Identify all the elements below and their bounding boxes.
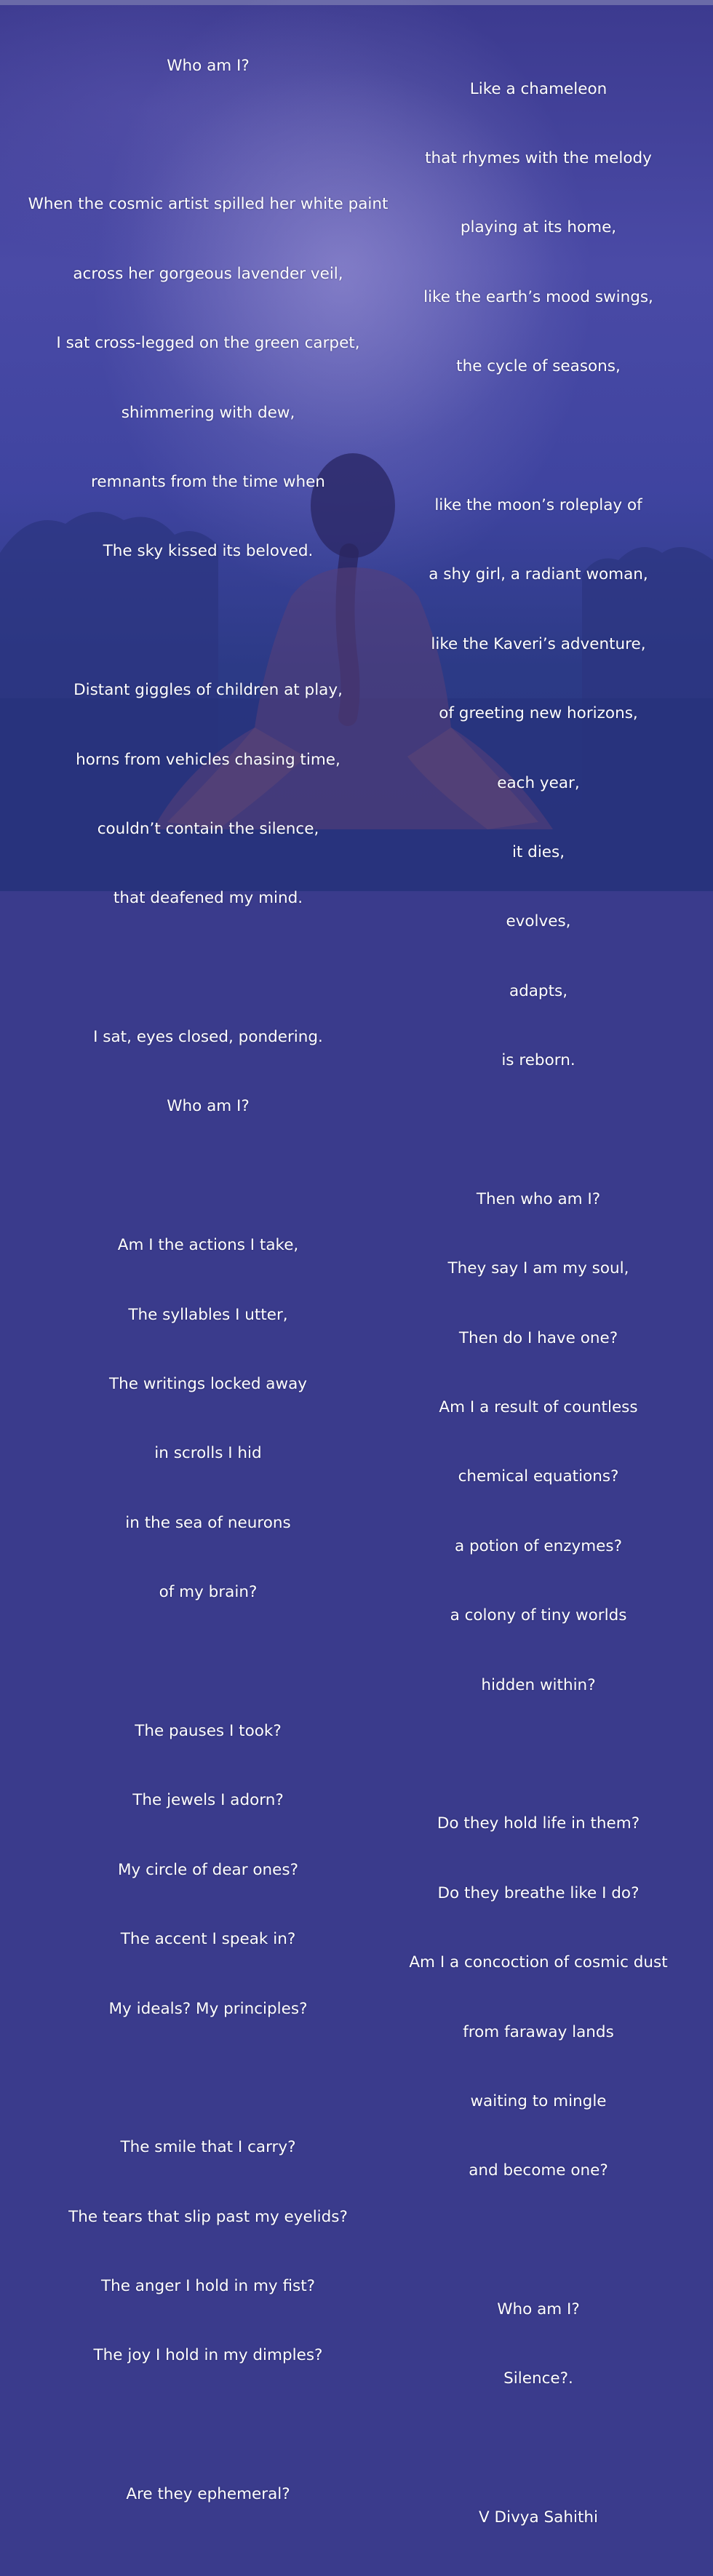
poem-line: The tears that slip past my eyelids? xyxy=(68,2207,348,2226)
poem-line: I sat, eyes closed, pondering. xyxy=(93,1028,323,1047)
poem-line xyxy=(9,957,407,980)
poem-line xyxy=(9,124,407,147)
poem-line: I sat cross-legged on the green carpet, xyxy=(56,334,360,353)
poem-line: When the cosmic artist spilled her white paint xyxy=(28,195,389,214)
poem-line: is reborn. xyxy=(501,1051,575,1070)
poem-line xyxy=(386,425,691,448)
poem-line: Who am I? xyxy=(167,1097,250,1116)
poem-line: Am I a result of countless xyxy=(439,1398,638,1417)
poem-line: Am I the actions I take, xyxy=(117,1236,299,1255)
poem-right-column xyxy=(386,31,691,2576)
poem-line: like the earth’s mood swings, xyxy=(423,287,653,306)
poem-line: evolves, xyxy=(506,912,571,931)
poem-line: of greeting new horizons, xyxy=(439,704,638,723)
poem-line: and become one? xyxy=(469,2161,608,2180)
poem-line: couldn’t contain the silence, xyxy=(97,819,319,838)
poem-line: Are they ephemeral? xyxy=(126,2485,290,2504)
poem-line: like the Kaveri’s adventure, xyxy=(431,634,646,653)
poem-line: My ideals? My principles? xyxy=(108,1999,308,2018)
poem-left-column xyxy=(9,8,407,2553)
poem-line xyxy=(386,1118,691,1141)
poem-line: The jewels I adorn? xyxy=(132,1791,284,1810)
poem-line xyxy=(9,1165,407,1188)
poem-line: a colony of tiny worlds xyxy=(450,1606,627,1625)
poem-line xyxy=(386,1743,691,1766)
poem-line: each year, xyxy=(497,773,580,792)
poem-line: a shy girl, a radiant woman, xyxy=(429,565,648,584)
poem-line: Then who am I? xyxy=(476,1189,601,1208)
poem-line: that rhymes with the melody xyxy=(425,148,652,167)
poem-line: They say I am my soul, xyxy=(447,1259,629,1278)
author-signature: V Divya Sahithi xyxy=(479,2508,598,2527)
poem-line: hidden within? xyxy=(481,1675,596,1694)
poem-line: The sky kissed its beloved. xyxy=(103,542,314,561)
poem-line: Silence?. xyxy=(503,2369,573,2388)
poem-line: it dies, xyxy=(511,842,565,861)
poem-line: of my brain? xyxy=(159,1583,258,1602)
poem-line: The writings locked away xyxy=(109,1375,307,1394)
poem-line: in scrolls I hid xyxy=(154,1444,262,1463)
poem-line: the cycle of seasons, xyxy=(456,357,621,376)
poem-line: in the sea of neurons xyxy=(125,1513,291,1532)
poem-line: playing at its home, xyxy=(460,218,617,237)
poem-line: The syllables I utter, xyxy=(128,1305,288,1324)
poem-line: The joy I hold in my dimples? xyxy=(93,2346,323,2365)
poem-line: from faraway lands xyxy=(463,2022,614,2041)
poem-line: The anger I hold in my fist? xyxy=(100,2277,316,2296)
poem-line: The smile that I carry? xyxy=(120,2138,296,2157)
poem-line: like the moon’s roleplay of xyxy=(434,495,642,514)
poem-line: Do they breathe like I do? xyxy=(437,1883,640,1902)
poem-line: waiting to mingle xyxy=(470,2091,607,2110)
poem-line xyxy=(9,2067,407,2090)
poem-line: across her gorgeous lavender veil, xyxy=(73,264,343,283)
poem-line xyxy=(9,2414,407,2437)
poem-line: that deafened my mind. xyxy=(113,889,303,908)
poem-line: a potion of enzymes? xyxy=(454,1536,623,1555)
poem-line xyxy=(386,2437,691,2460)
poem-line: The pauses I took? xyxy=(135,1721,282,1740)
poem-line: Distant giggles of children at play, xyxy=(73,681,343,700)
poem-line: Then do I have one? xyxy=(458,1328,618,1347)
poem-line: remnants from the time when xyxy=(91,472,325,491)
poem-line: Am I a concoction of cosmic dust xyxy=(409,1953,668,1972)
poem-line: Like a chameleon xyxy=(469,79,608,98)
poem-line: chemical equations? xyxy=(458,1467,619,1486)
poem-line: shimmering with dew, xyxy=(121,403,295,422)
poem-line: Who am I? xyxy=(497,2300,580,2319)
poem-line: Who am I? xyxy=(167,56,250,75)
poem-line: My circle of dear ones? xyxy=(117,1860,299,1879)
poem-line xyxy=(9,610,407,633)
poem-line xyxy=(9,1651,407,1674)
poem-line: horns from vehicles chasing time, xyxy=(76,750,340,769)
poem-line: The accent I speak in? xyxy=(120,1930,296,1949)
poem-line: Do they hold life in them? xyxy=(437,1814,640,1833)
poem-line: adapts, xyxy=(509,981,568,1000)
poem-line xyxy=(386,2229,691,2252)
